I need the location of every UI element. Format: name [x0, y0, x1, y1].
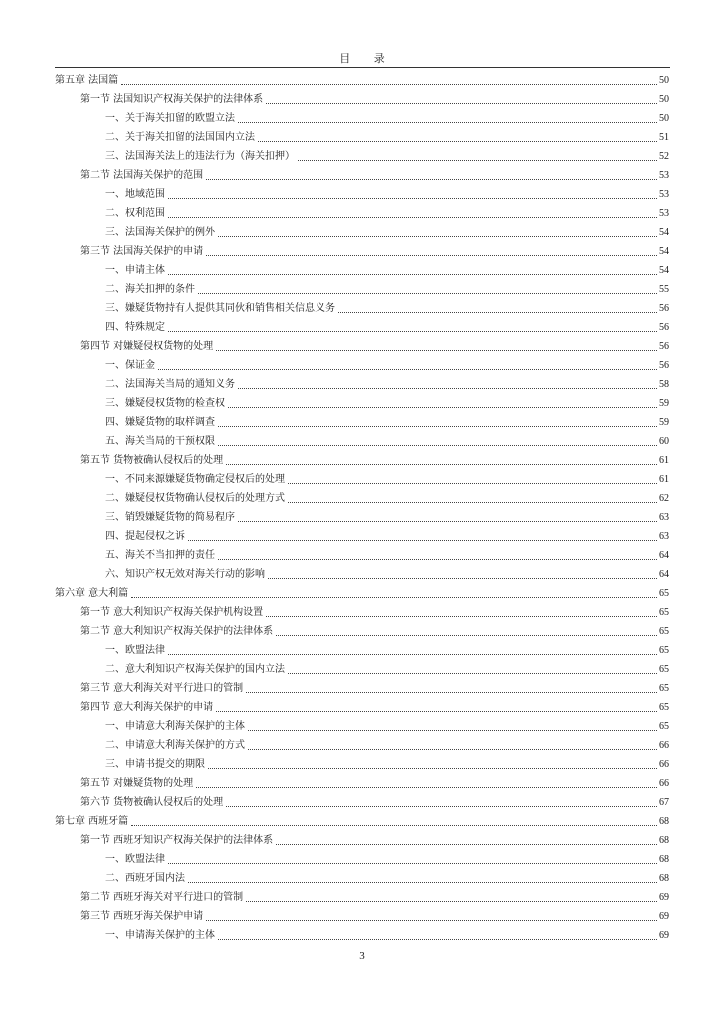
toc-entry-title: 一、地域范围 [105, 189, 165, 200]
toc-entry-page: 55 [659, 284, 669, 295]
toc-entry-page: 54 [659, 265, 669, 276]
toc-entry-page: 50 [659, 94, 669, 105]
toc-entry-title: 第五章 法国篇 [55, 75, 119, 86]
dot-leader [276, 635, 657, 636]
toc-entry-page: 64 [659, 569, 669, 580]
toc-entry-title: 二、法国海关当局的通知义务 [105, 379, 235, 390]
toc-entry[interactable] [55, 715, 669, 734]
toc-entry[interactable] [55, 829, 669, 848]
toc-entry-title: 二、权利范围 [105, 208, 165, 219]
dot-leader [168, 654, 657, 655]
toc-entry-page: 65 [659, 702, 669, 713]
toc-entry[interactable] [55, 886, 669, 905]
dot-leader [168, 274, 657, 275]
toc-entry-page: 56 [659, 322, 669, 333]
dot-leader [246, 692, 657, 693]
dot-leader [206, 179, 657, 180]
toc-entry-title: 第三节 西班牙海关保护申请 [80, 911, 204, 922]
dot-leader [298, 160, 657, 161]
toc-entry-title: 第四节 意大利海关保护的申请 [80, 702, 214, 713]
toc-entry-page: 69 [659, 930, 669, 941]
dot-leader [276, 844, 657, 845]
toc-entry[interactable] [55, 867, 669, 886]
dot-leader [218, 939, 657, 940]
toc-entry-title: 三、嫌疑侵权货物的检查权 [105, 398, 225, 409]
dot-leader [288, 483, 657, 484]
toc-entry-page: 63 [659, 531, 669, 542]
toc-entry[interactable] [55, 69, 669, 88]
toc-entry[interactable] [55, 373, 669, 392]
toc-entry-title: 二、意大利知识产权海关保护的国内立法 [105, 664, 285, 675]
dot-leader [238, 521, 657, 522]
toc-entry[interactable] [55, 164, 669, 183]
toc-entry-page: 65 [659, 626, 669, 637]
toc-entry-title: 第四节 对嫌疑侵权货物的处理 [80, 341, 214, 352]
toc-entry[interactable] [55, 620, 669, 639]
toc-entry-title: 第五节 货物被确认侵权后的处理 [80, 455, 224, 466]
toc-entry[interactable] [55, 107, 669, 126]
toc-entry-title: 第一节 意大利知识产权海关保护机构设置 [80, 607, 264, 618]
header-rule [55, 67, 670, 68]
toc-entry-title: 六、知识产权无效对海关行动的影响 [105, 569, 265, 580]
dot-leader [248, 730, 657, 731]
toc-entry-title: 五、海关当局的干预权限 [105, 436, 215, 447]
toc-entry-title: 三、法国海关保护的例外 [105, 227, 215, 238]
toc-entry[interactable] [55, 221, 669, 240]
toc-entry-page: 65 [659, 721, 669, 732]
toc-entry[interactable] [55, 601, 669, 620]
dot-leader [288, 673, 657, 674]
dot-leader [238, 388, 657, 389]
toc-entry[interactable] [55, 582, 669, 601]
dot-leader [131, 825, 657, 826]
toc-entry-page: 65 [659, 607, 669, 618]
toc-entry-title: 三、销毁嫌疑货物的简易程序 [105, 512, 235, 523]
dot-leader [131, 597, 657, 598]
toc-entry-title: 第六章 意大利篇 [55, 588, 129, 599]
toc-entry[interactable] [55, 905, 669, 924]
dot-leader [121, 84, 657, 85]
dot-leader [268, 578, 657, 579]
toc-entry-title: 一、申请海关保护的主体 [105, 930, 215, 941]
toc-entry-title: 一、关于海关扣留的欧盟立法 [105, 113, 235, 124]
toc-entry[interactable] [55, 525, 669, 544]
toc-entry-title: 二、关于海关扣留的法国国内立法 [105, 132, 255, 143]
dot-leader [168, 217, 657, 218]
toc-entry-title: 四、提起侵权之诉 [105, 531, 185, 542]
toc-entry-title: 第二节 法国海关保护的范围 [80, 170, 204, 181]
dot-leader [266, 103, 657, 104]
toc-entry[interactable] [55, 88, 669, 107]
toc-entry-title: 第二节 意大利知识产权海关保护的法律体系 [80, 626, 274, 637]
toc-entry-title: 二、嫌疑侵权货物确认侵权后的处理方式 [105, 493, 285, 504]
dot-leader [228, 407, 657, 408]
toc-entry-page: 54 [659, 227, 669, 238]
toc-entry[interactable] [55, 430, 669, 449]
dot-leader [218, 559, 657, 560]
dot-leader [216, 350, 657, 351]
toc-entry-page: 66 [659, 778, 669, 789]
toc-entry[interactable] [55, 753, 669, 772]
toc-entry[interactable] [55, 848, 669, 867]
toc-entry[interactable] [55, 468, 669, 487]
toc-entry-title: 一、申请主体 [105, 265, 165, 276]
toc-entry[interactable] [55, 677, 669, 696]
toc-entry-page: 68 [659, 835, 669, 846]
toc-entry-page: 68 [659, 816, 669, 827]
toc-entry[interactable] [55, 259, 669, 278]
toc-entry-page: 56 [659, 341, 669, 352]
dot-leader [168, 331, 657, 332]
toc-entry[interactable] [55, 810, 669, 829]
dot-leader [168, 863, 657, 864]
toc-entry[interactable] [55, 183, 669, 202]
toc-entry[interactable] [55, 202, 669, 221]
toc-entry[interactable] [55, 240, 669, 259]
dot-leader [188, 540, 657, 541]
toc-entry[interactable] [55, 772, 669, 791]
toc-entry-title: 一、欧盟法律 [105, 645, 165, 656]
dot-leader [216, 711, 657, 712]
toc-entry-page: 65 [659, 664, 669, 675]
toc-entry-title: 二、申请意大利海关保护的方式 [105, 740, 245, 751]
toc-entry-page: 59 [659, 398, 669, 409]
toc-entry-title: 三、嫌疑货物持有人提供其同伙和销售相关信息义务 [105, 303, 335, 314]
toc-entry-title: 五、海关不当扣押的责任 [105, 550, 215, 561]
toc-entry-page: 52 [659, 151, 669, 162]
toc-entry-page: 56 [659, 303, 669, 314]
toc-entry-page: 53 [659, 208, 669, 219]
toc-entry[interactable] [55, 354, 669, 373]
dot-leader [168, 198, 657, 199]
dot-leader [218, 236, 657, 237]
toc-entry-title: 一、保证金 [105, 360, 155, 371]
dot-leader [288, 502, 657, 503]
toc-entry[interactable] [55, 297, 669, 316]
toc-entry-title: 二、西班牙国内法 [105, 873, 185, 884]
dot-leader [208, 768, 657, 769]
toc-entry[interactable] [55, 449, 669, 468]
dot-leader [206, 920, 657, 921]
toc-entry-page: 63 [659, 512, 669, 523]
toc-entry-page: 67 [659, 797, 669, 808]
toc-entry[interactable] [55, 487, 669, 506]
toc-entry[interactable] [55, 392, 669, 411]
toc-entry-page: 50 [659, 113, 669, 124]
toc-entry-page: 68 [659, 854, 669, 865]
dot-leader [196, 787, 657, 788]
toc-entry-page: 53 [659, 170, 669, 181]
toc-entry-page: 54 [659, 246, 669, 257]
toc-entry-page: 65 [659, 645, 669, 656]
toc-entry-title: 三、申请书提交的期限 [105, 759, 205, 770]
dot-leader [206, 255, 657, 256]
toc-entry-page: 66 [659, 759, 669, 770]
toc-entry[interactable] [55, 924, 669, 943]
toc-entry[interactable] [55, 639, 669, 658]
toc-entry[interactable] [55, 658, 669, 677]
toc-entry-title: 三、法国海关法上的违法行为（海关扣押） [105, 151, 295, 162]
toc-entry-page: 61 [659, 455, 669, 466]
dot-leader [226, 464, 657, 465]
toc-entry-title: 第三节 意大利海关对平行进口的管制 [80, 683, 244, 694]
dot-leader [226, 806, 657, 807]
table-of-contents [55, 69, 669, 943]
dot-leader [246, 901, 657, 902]
toc-entry-page: 59 [659, 417, 669, 428]
toc-entry-page: 50 [659, 75, 669, 86]
toc-entry-title: 第二节 西班牙海关对平行进口的管制 [80, 892, 244, 903]
dot-leader [188, 882, 657, 883]
toc-entry-title: 一、欧盟法律 [105, 854, 165, 865]
dot-leader [258, 141, 657, 142]
toc-entry-page: 69 [659, 892, 669, 903]
toc-entry[interactable] [55, 563, 669, 582]
toc-entry-title: 四、嫌疑货物的取样调查 [105, 417, 215, 428]
toc-entry-page: 53 [659, 189, 669, 200]
page-number: 3 [359, 950, 365, 962]
dot-leader [266, 616, 657, 617]
toc-entry[interactable] [55, 335, 669, 354]
toc-entry-page: 65 [659, 588, 669, 599]
toc-entry-title: 第一节 法国知识产权海关保护的法律体系 [80, 94, 264, 105]
toc-entry[interactable] [55, 544, 669, 563]
toc-entry[interactable] [55, 411, 669, 430]
toc-entry[interactable] [55, 791, 669, 810]
toc-entry-page: 66 [659, 740, 669, 751]
toc-entry-page: 65 [659, 683, 669, 694]
toc-entry[interactable] [55, 316, 669, 335]
toc-entry-page: 51 [659, 132, 669, 143]
toc-entry-title: 第一节 西班牙知识产权海关保护的法律体系 [80, 835, 274, 846]
toc-entry[interactable] [55, 278, 669, 297]
toc-entry-page: 58 [659, 379, 669, 390]
dot-leader [218, 426, 657, 427]
toc-entry-title: 第五节 对嫌疑货物的处理 [80, 778, 194, 789]
toc-entry-page: 61 [659, 474, 669, 485]
toc-entry[interactable] [55, 506, 669, 525]
dot-leader [248, 749, 657, 750]
toc-entry-title: 一、不同来源嫌疑货物确定侵权后的处理 [105, 474, 285, 485]
toc-entry-title: 四、特殊规定 [105, 322, 165, 333]
toc-entry-page: 69 [659, 911, 669, 922]
dot-leader [338, 312, 657, 313]
toc-entry-page: 60 [659, 436, 669, 447]
toc-entry-page: 56 [659, 360, 669, 371]
toc-entry-title: 一、申请意大利海关保护的主体 [105, 721, 245, 732]
dot-leader [198, 293, 657, 294]
dot-leader [218, 445, 657, 446]
dot-leader [158, 369, 657, 370]
toc-entry-page: 68 [659, 873, 669, 884]
toc-entry[interactable] [55, 734, 669, 753]
toc-entry-title: 二、海关扣押的条件 [105, 284, 195, 295]
toc-entry-title: 第三节 法国海关保护的申请 [80, 246, 204, 257]
toc-heading: 目 录 [339, 52, 395, 65]
toc-entry-title: 第七章 西班牙篇 [55, 816, 129, 827]
toc-entry-title: 第六节 货物被确认侵权后的处理 [80, 797, 224, 808]
toc-entry[interactable] [55, 145, 669, 164]
toc-entry-page: 62 [659, 493, 669, 504]
toc-entry[interactable] [55, 126, 669, 145]
toc-entry-page: 64 [659, 550, 669, 561]
dot-leader [238, 122, 657, 123]
toc-entry[interactable] [55, 696, 669, 715]
